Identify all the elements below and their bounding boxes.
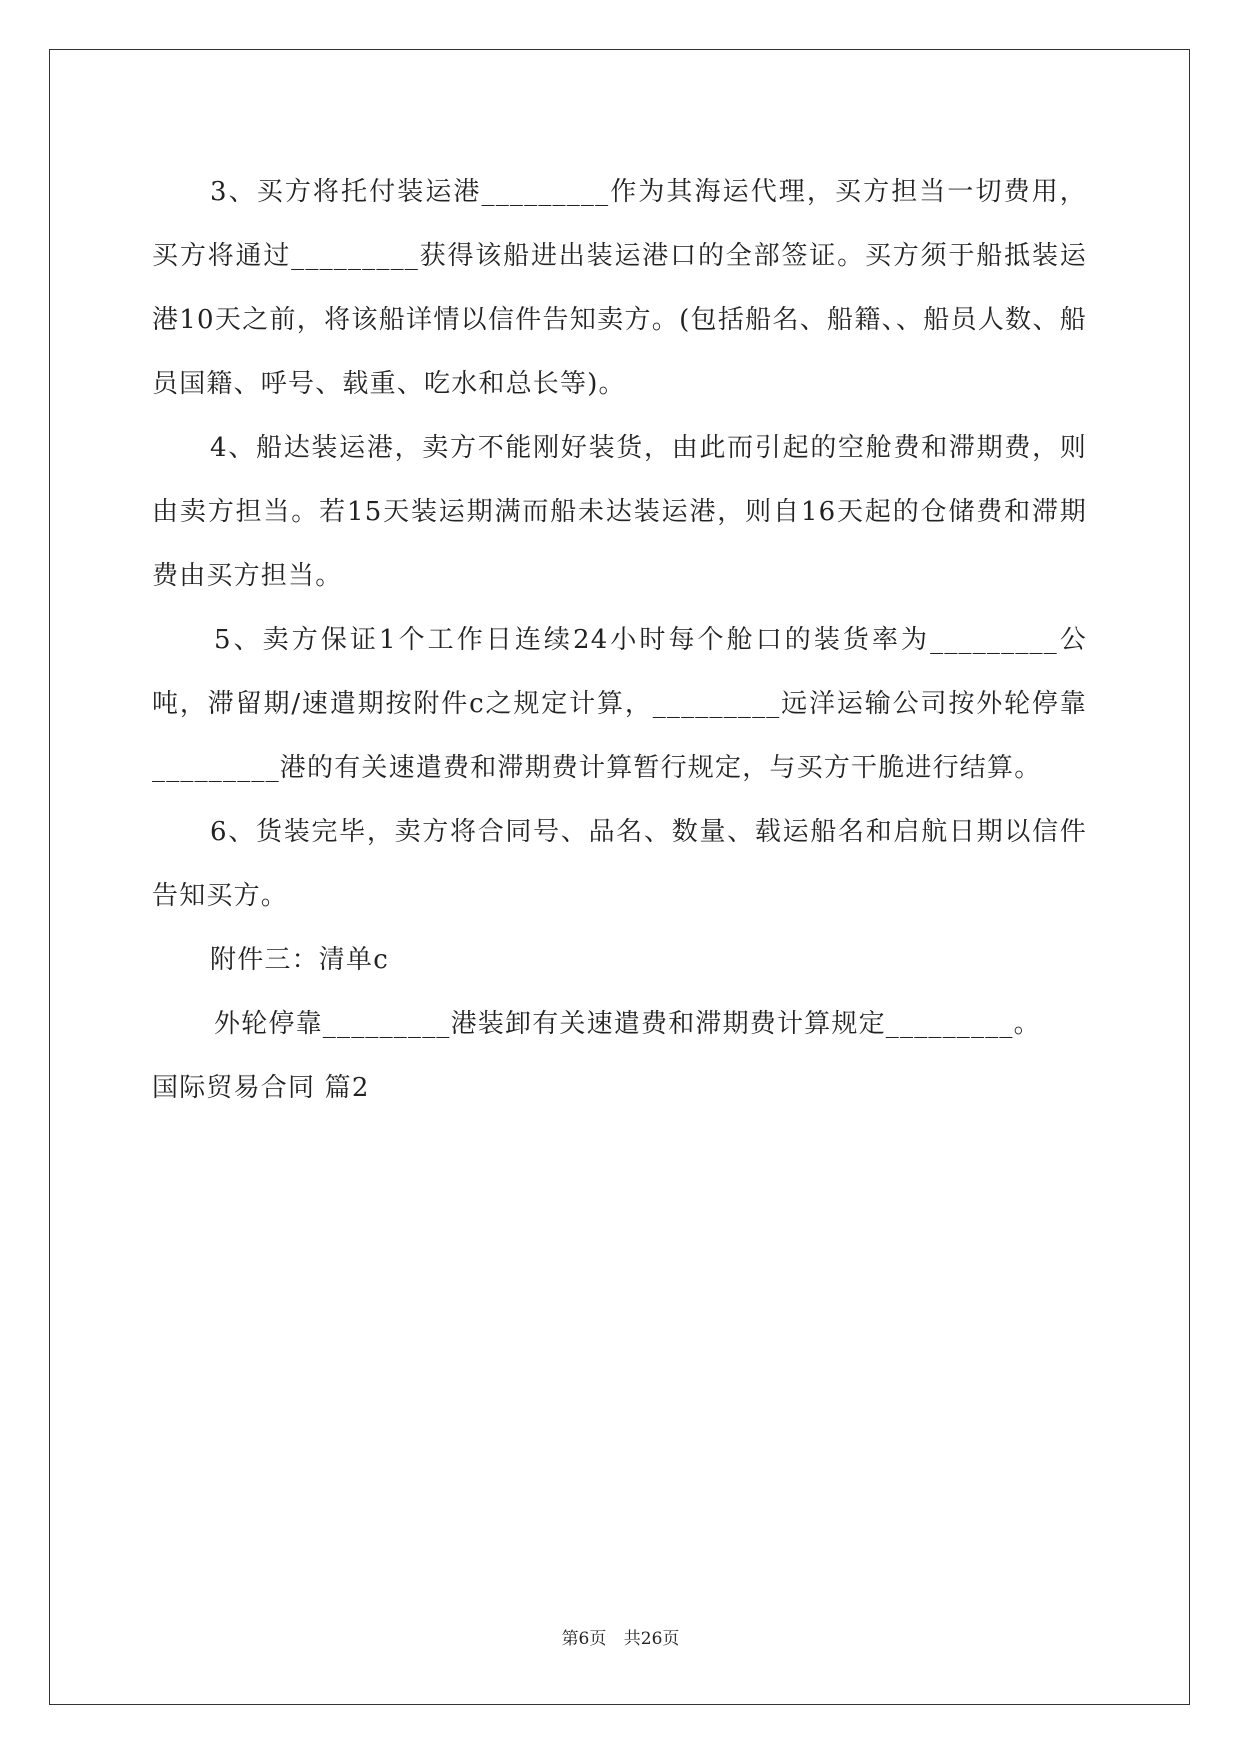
- clause-5: 5、卖方保证1个工作日连续24小时每个舱口的装货率为_________公吨，滞留期/速遣期按附件c之规定计算，_________远洋运输公司按外轮停靠_________港的有关速遣费和滞期费计算暂行规定，与买方干脆进行结算。: [152, 625, 1087, 783]
- page-total: 共26页: [623, 1629, 680, 1649]
- page-number: 第6页: [561, 1629, 607, 1649]
- clause-3: 3、买方将托付装运港_________作为其海运代理，买方担当一切费用，买方将通过_________获得该船进出装运港口的全部签证。买方须于船抵装运港10天之前，将该船详情以信件告知卖方。(包括船名、船籍、、船员人数、船员国籍、呼号、载重、吃水和总长等)。: [152, 177, 1087, 399]
- annex-title: 附件三：清单c: [210, 945, 389, 975]
- document-body: [152, 160, 1087, 1120]
- page-footer: [0, 1624, 1241, 1649]
- clause-6: 6、货装完毕，卖方将合同号、品名、数量、载运船名和启航日期以信件告知买方。: [152, 817, 1087, 911]
- section-heading: 国际贸易合同 篇2: [152, 1073, 370, 1103]
- annex-body: 外轮停靠_________港装卸有关速遣费和滞期费计算规定_________。: [214, 1009, 1041, 1039]
- clause-4: 4、船达装运港，卖方不能刚好装货，由此而引起的空舱费和滞期费，则由卖方担当。若15天装运期满而船未达装运港，则自16天起的仓储费和滞期费由买方担当。: [152, 433, 1087, 591]
